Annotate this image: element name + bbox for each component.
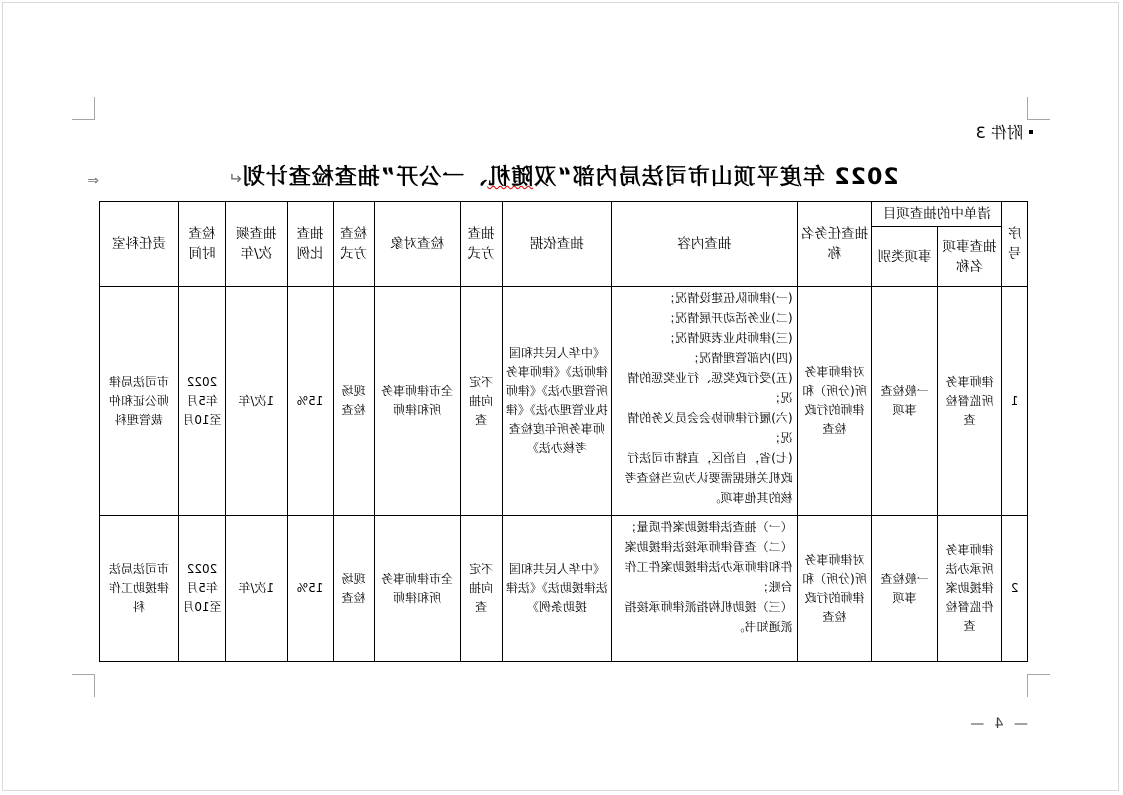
cell-check-method: 现场检查 [333, 516, 374, 662]
cell-target: 全市律师事务所和律师 [374, 516, 460, 662]
content-line: (三)律师执业表现情况； [663, 331, 793, 345]
crop-mark-bottom-right [72, 674, 95, 697]
content-line: (一)律师队伍建设情况； [663, 291, 793, 305]
page-title [153, 160, 973, 191]
header-department: 责任科室 [100, 202, 179, 287]
cell-frequency: 1次/年 [226, 287, 287, 516]
cell-seq: 1 [1002, 287, 1028, 516]
cell-frequency: 1次/年 [226, 516, 287, 662]
title-part-3: 、一公开”抽查检查计划 [241, 165, 488, 190]
content-line: (五)受行政奖惩、行业奖惩的情况； [627, 371, 793, 405]
header-method: 抽查方式 [460, 202, 502, 287]
attachment-text: 附件 3 [975, 123, 1023, 142]
cell-content [612, 516, 797, 662]
header-basis: 抽查依据 [502, 202, 612, 287]
cell-time: 2022年5月至10月 [178, 287, 225, 516]
cell-item-type: 一般检查事项 [872, 516, 938, 662]
paragraph-mark-icon: ↵ [227, 169, 242, 188]
inspection-plan-table [99, 201, 1028, 662]
cell-task-name: 对律师事务所(分所）和律师的行政检查 [797, 516, 872, 662]
cell-task-name: 对律师事务所(分所）和律师的行政检查 [797, 287, 872, 516]
cell-content [612, 287, 797, 516]
header-group: 清单中的抽查项目 [872, 202, 1002, 227]
cell-basis: 《中华人民共和国法律援助法》《法律援助条例》 [502, 516, 612, 662]
cell-basis: 《中华人民共和国律师法》《律师事务所管理办法》《律师执业管理办法》《律师事务所年度检查考核办法》 [502, 287, 612, 516]
cell-item-type: 一般检查事项 [872, 287, 938, 516]
header-frequency: 抽查频次/年 [226, 202, 287, 287]
cell-item-name: 律师事务所监督检查 [937, 287, 1002, 516]
title-part-spellcheck: 随机 [487, 165, 534, 190]
arrow-mark-icon: ⇐ [87, 173, 99, 189]
cell-department: 市司法局律师公证和仲裁管理科 [100, 287, 179, 516]
header-row-1 [100, 202, 1028, 227]
cell-check-method: 现场检查 [333, 287, 374, 516]
content-line: (四)内部管理情况； [687, 351, 793, 365]
cell-item-name: 律师事务所承办法律援助案件监督检查 [937, 516, 1002, 662]
header-time: 检查时间 [178, 202, 225, 287]
crop-mark-bottom-left [1027, 674, 1050, 697]
crop-mark-top-right [72, 97, 95, 120]
cell-department: 市司法局法律援助工作科 [100, 516, 179, 662]
content-line: (六)履行律师协会会员义务的情况； [627, 411, 793, 445]
content-line: (二)业务活动开展情况； [663, 311, 793, 325]
cell-ratio: 15% [287, 516, 333, 662]
content-line: （二）查看律师承接法律援助案件和律师承办法律援助案件工作台账； [624, 540, 793, 594]
content-line: （三）援助机构指派律师承接指派通知书。 [624, 600, 793, 634]
header-content: 抽查内容 [612, 202, 797, 287]
cell-target: 全市律师事务所和律师 [374, 287, 460, 516]
header-seq: 序号 [1002, 202, 1028, 287]
table-row [100, 516, 1028, 662]
cell-method: 不定向抽查 [460, 516, 502, 662]
header-ratio: 抽查比例 [287, 202, 333, 287]
content-line: (七)省，自治区，直辖市司法行政机关根据需要认为应当检查考核的其他事项。 [624, 451, 793, 505]
cell-seq: 2 [1002, 516, 1028, 662]
header-target: 检查对象 [374, 202, 460, 287]
attachment-label [976, 120, 1033, 143]
header-item-type: 事项类别 [872, 227, 938, 287]
header-item-name: 抽查事项名称 [937, 227, 1002, 287]
cell-time: 2022年5月至10月 [178, 516, 225, 662]
content-line: （一）抽查法律援助案件质量； [624, 520, 793, 534]
crop-mark-top-left [1027, 97, 1050, 120]
bullet-icon [1029, 130, 1033, 134]
title-part-1: 2022 年度平顶山市司法局内部“双 [533, 165, 899, 190]
header-task-name: 抽查任务名称 [797, 202, 872, 287]
cell-ratio: 15% [287, 287, 333, 516]
table-row [100, 287, 1028, 516]
cell-method: 不定向抽查 [460, 287, 502, 516]
page-number: — 4 — [967, 716, 1028, 732]
header-check-method: 检查方式 [333, 202, 374, 287]
